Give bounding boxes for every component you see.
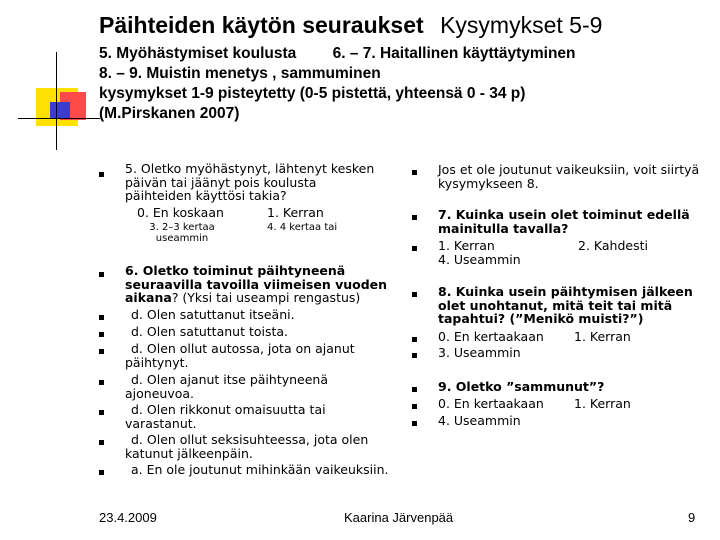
subtitle-line-2: 8. – 9. Muistin menetys , sammuminen xyxy=(99,65,381,82)
q8-option-1: 1. Kerran xyxy=(574,329,631,344)
footer-date: 23.4.2009 xyxy=(99,510,157,525)
q6-item-e: d. Olen rikkonut omaisuutta tai varastanut. xyxy=(125,402,326,431)
q5-option-1: 1. Kerran xyxy=(267,205,324,220)
bullet xyxy=(412,292,417,297)
bullet xyxy=(99,172,104,177)
q6-item-a: d. Olen satuttanut itseäni. xyxy=(131,307,295,322)
vertical-rule xyxy=(56,52,57,150)
bullet xyxy=(99,470,104,475)
bullet xyxy=(99,440,104,445)
q8-option-3: 3. Useammin xyxy=(438,345,521,360)
q9-option-4: 4. Useammin xyxy=(438,413,521,428)
q7-option-4: 4. Useammin xyxy=(438,252,521,267)
q9-option-0: 0. En kertaakaan xyxy=(438,396,544,411)
q9-option-1: 1. Kerran xyxy=(574,396,631,411)
footer-author: Kaarina Järvenpää xyxy=(344,510,454,525)
bullet xyxy=(99,410,104,415)
subtitle-line-1a: 5. Myöhästymiset koulusta xyxy=(99,45,297,62)
question-7: 7. Kuinka usein olet toiminut edellä mainitulla tavalla? xyxy=(438,207,690,236)
bullet xyxy=(412,170,417,175)
title-bold: Päihteiden käytön seuraukset xyxy=(99,12,424,38)
question-9: 9. Oletko ”sammunut”? xyxy=(438,379,605,394)
subtitle-line-3: kysymykset 1-9 pisteytetty (0-5 pistettä, yhteensä 0 - 34 p) xyxy=(99,85,526,102)
bullet xyxy=(412,421,417,426)
bullet xyxy=(412,215,417,220)
bullet xyxy=(99,272,104,277)
q5-option-3: 3. 2–3 kertaa useammin xyxy=(149,222,215,244)
q5-option-0: 0. En koskaan xyxy=(137,205,224,220)
right-column xyxy=(412,160,712,440)
bullet xyxy=(412,246,417,251)
left-column xyxy=(99,160,399,490)
bullet xyxy=(99,315,104,320)
corner-decoration xyxy=(0,0,100,150)
bullet xyxy=(99,380,104,385)
question-6 xyxy=(125,264,391,305)
page-number: 9 xyxy=(688,510,696,525)
question-8: 8. Kuinka usein päihtymisen jälkeen olet unohtanut, mitä teit tai mitä tapahtui? (”Menikö muisti?”) xyxy=(438,284,693,326)
bullet xyxy=(412,353,417,358)
q6-item-c: d. Olen ollut autossa, jota on ajanut päihtynyt. xyxy=(125,341,355,370)
bullet xyxy=(412,337,417,342)
question-6-bold: 6. Oletko toiminut päihtyneenä seuraavilla tavoilla viimeisen vuoden aikana xyxy=(125,263,388,305)
blue-square xyxy=(50,102,70,118)
skip-instruction: Jos et ole joutunut vaikeuksiin, voit siirtyä kysymykseen 8. xyxy=(438,162,700,191)
bullet xyxy=(412,404,417,409)
q6-item-d: d. Olen ajanut itse päihtyneenä ajoneuvoa. xyxy=(125,372,329,401)
horizontal-rule xyxy=(18,118,100,119)
q6-item-f: d. Olen ollut seksisuhteessa, jota olen katunut jälkeenpäin. xyxy=(125,432,369,461)
question-5: 5. Oletko myöhästynyt, lähtenyt kesken päivän tai jäänyt pois koulusta päihteiden käyttösi takia? xyxy=(125,161,375,203)
slide-title xyxy=(99,12,709,39)
bullet xyxy=(412,387,417,392)
subtitle-line-1 xyxy=(99,44,709,64)
q7-option-1: 1. Kerran xyxy=(438,238,495,253)
q6-item-g: a. En ole joutunut mihinkään vaikeuksiin. xyxy=(131,462,389,477)
subtitle-line-4: (M.Pirskanen 2007) xyxy=(99,105,240,122)
bullet xyxy=(99,332,104,337)
question-6-rest: ? (Yksi tai useampi rengastus) xyxy=(171,290,361,305)
q5-option-4: 4. 4 kertaa tai xyxy=(267,222,338,233)
q8-option-0: 0. En kertaakaan xyxy=(438,329,544,344)
title-rest: Kysymykset 5-9 xyxy=(440,12,603,38)
bullet xyxy=(99,349,104,354)
subtitle-line-1b: 6. – 7. Haitallinen käyttäytyminen xyxy=(332,45,576,62)
q7-option-2: 2. Kahdesti xyxy=(578,238,648,253)
subtitle-block xyxy=(99,44,709,124)
q6-item-b: d. Olen satuttanut toista. xyxy=(131,324,289,339)
